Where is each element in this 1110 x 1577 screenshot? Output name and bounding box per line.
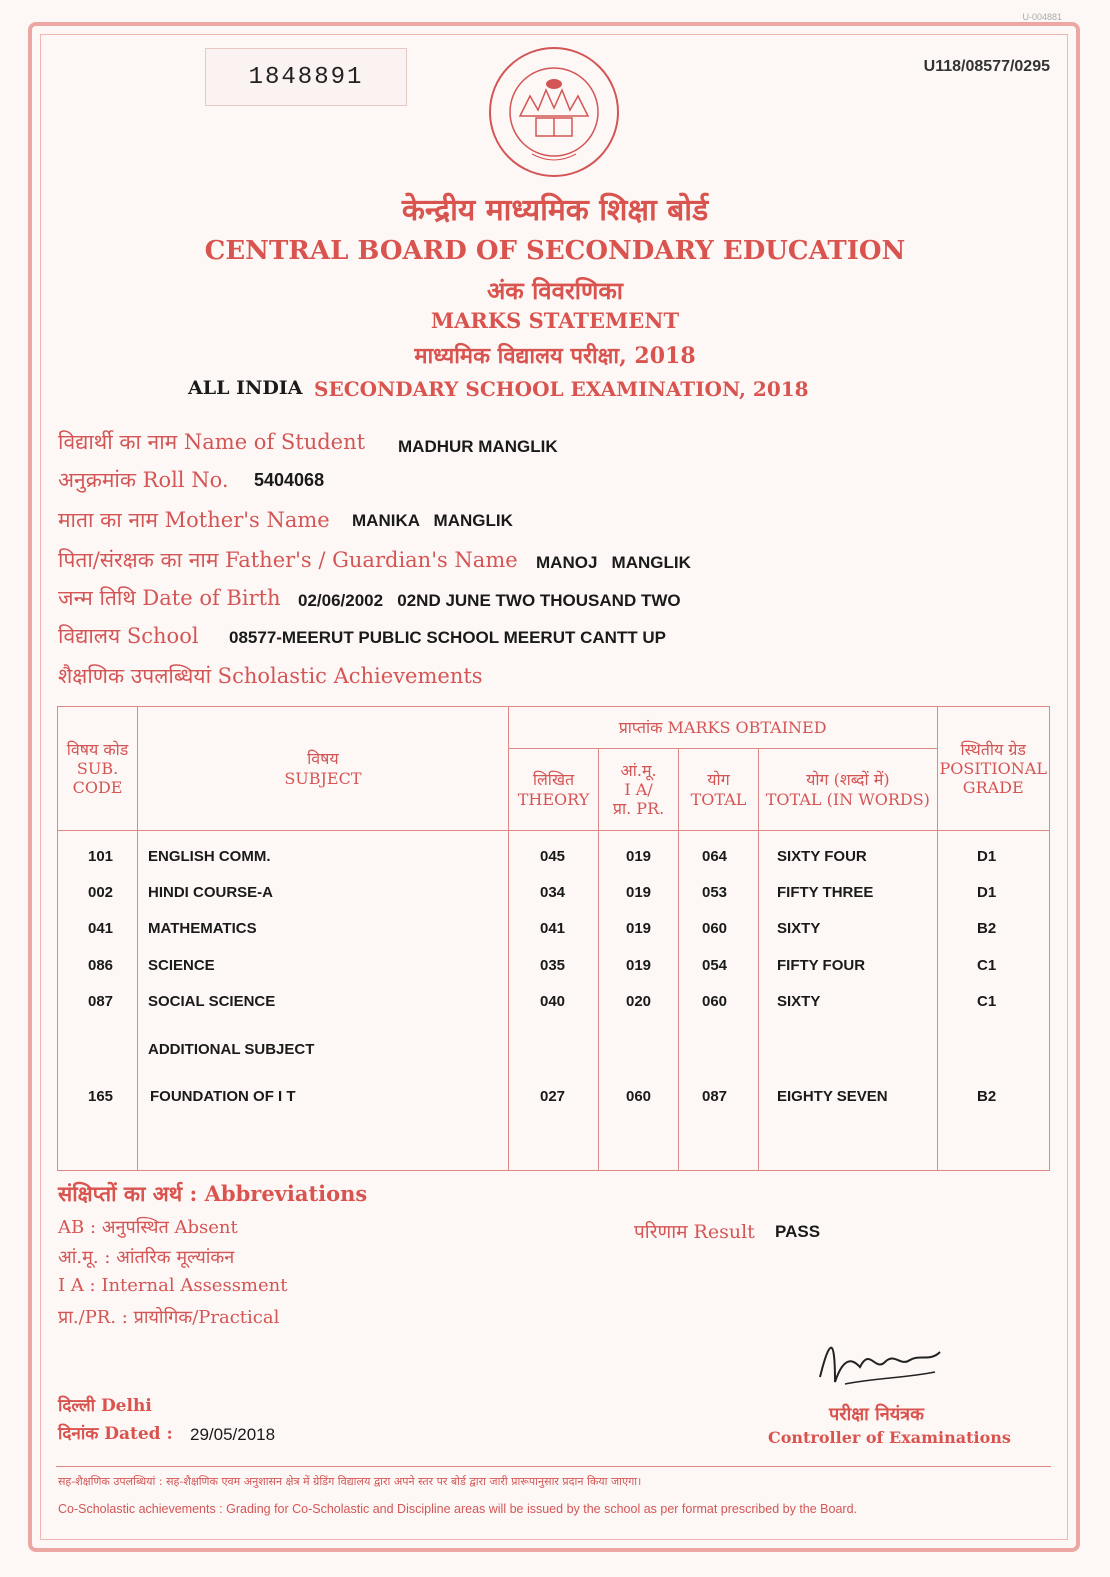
row-theory: 045 — [540, 848, 566, 865]
abbreviation-internal-hindi: आं.मू. : आंतरिक मूल्यांकन — [58, 1247, 235, 1268]
controller-title-english: Controller of Examinations — [768, 1428, 1011, 1447]
row-words: SIXTY — [777, 920, 821, 937]
row-grade: B2 — [977, 920, 997, 937]
row-grade: C1 — [977, 957, 997, 974]
row-code: 086 — [88, 957, 114, 974]
co-scholastic-note-english: Co-Scholastic achievements : Grading for Co-Scholastic and Discipline areas will be issued by the school as per format prescribed by the Board. — [58, 1502, 857, 1516]
header-theory: लिखित THEORY — [508, 749, 599, 831]
header-subject: विषय SUBJECT — [138, 707, 509, 831]
statement-title-hindi: अंक विवरणिका — [486, 276, 624, 305]
row-ia: 019 — [626, 884, 652, 901]
issue-date: 29/05/2018 — [190, 1425, 276, 1444]
additional-row-ia: 060 — [626, 1088, 652, 1105]
co-scholastic-note-hindi: सह-शैक्षणिक उपलब्धियां : सह-शैक्षणिक एवम अनुशासन क्षेत्र में ग्रेडिंग विद्यालय द्वारा अपने स्तर पर बोर्ड द्वारा जारी प्रारूपानुसार प्रदान किया जाएगा। — [58, 1475, 642, 1488]
additional-subject-label: ADDITIONAL SUBJECT — [148, 1041, 315, 1058]
abbreviation-practical: प्रा./PR. : प्रायोगिक/Practical — [58, 1307, 280, 1328]
row-total: 060 — [702, 993, 728, 1010]
row-theory: 035 — [540, 957, 566, 974]
additional-row-words: EIGHTY SEVEN — [777, 1088, 888, 1105]
scholastic-achievements-label: शैक्षणिक उपलब्धियां Scholastic Achievements — [58, 664, 483, 688]
row-subject: HINDI COURSE-A — [148, 884, 274, 901]
row-ia: 019 — [626, 848, 652, 865]
row-grade: D1 — [977, 848, 997, 865]
controller-title-hindi: परीक्षा नियंत्रक — [829, 1404, 924, 1425]
row-ia: 019 — [626, 920, 652, 937]
row-theory: 040 — [540, 993, 566, 1010]
mother-name-label: माता का नाम Mother's Name — [58, 508, 330, 532]
row-grade: C1 — [977, 993, 997, 1010]
board-name-english: CENTRAL BOARD OF SECONDARY EDUCATION — [204, 236, 906, 266]
mother-name: MANIKA MANGLIK — [352, 511, 513, 530]
serial-number: 1848891 — [205, 48, 407, 106]
header-marks-obtained: प्राप्तांक MARKS OBTAINED — [508, 707, 937, 749]
row-theory: 041 — [540, 920, 566, 937]
all-india-label: ALL INDIA — [188, 377, 303, 399]
additional-row-grade: B2 — [977, 1088, 997, 1105]
date-of-birth: 02/06/2002 02ND JUNE TWO THOUSAND TWO — [298, 591, 681, 610]
row-subject: ENGLISH COMM. — [148, 848, 271, 865]
row-code: 087 — [88, 993, 114, 1010]
additional-row-code: 165 — [88, 1088, 114, 1105]
row-total: 064 — [702, 848, 728, 865]
father-name: MANOJ MANGLIK — [536, 553, 691, 572]
row-subject: SCIENCE — [148, 957, 215, 974]
additional-row-theory: 027 — [540, 1088, 566, 1105]
footer-divider — [56, 1466, 1051, 1467]
exam-title-hindi: माध्यमिक विद्यालय परीक्षा, 2018 — [414, 343, 696, 369]
signature — [815, 1332, 945, 1392]
row-grade: D1 — [977, 884, 997, 901]
result-value: PASS — [775, 1222, 821, 1241]
row-total: 053 — [702, 884, 728, 901]
row-words: FIFTY FOUR — [777, 957, 866, 974]
reference-number: U118/08577/0295 — [923, 58, 1050, 75]
father-name-label: पिता/संरक्षक का नाम Father's / Guardian's Name — [58, 548, 518, 572]
row-code: 041 — [88, 920, 114, 937]
header-positional-grade: स्थितीय ग्रेड POSITIONAL GRADE — [937, 707, 1050, 831]
row-words: FIFTY THREE — [777, 884, 874, 901]
school-label: विद्यालय School — [58, 624, 199, 648]
abbreviation-absent: AB : अनुपस्थित Absent — [58, 1217, 238, 1238]
row-total: 054 — [702, 957, 728, 974]
abbreviations-title: संक्षिप्तों का अर्थ : Abbreviations — [58, 1181, 368, 1206]
abbreviation-internal-assessment: I A : Internal Assessment — [58, 1275, 288, 1296]
cbse-seal-icon — [486, 44, 622, 180]
row-ia: 019 — [626, 957, 652, 974]
row-code: 002 — [88, 884, 114, 901]
student-name: MADHUR MANGLIK — [398, 437, 558, 456]
dob-label: जन्म तिथि Date of Birth — [58, 586, 281, 610]
additional-row-total: 087 — [702, 1088, 728, 1105]
place-of-issue: दिल्ली Delhi — [58, 1396, 152, 1416]
row-total: 060 — [702, 920, 728, 937]
exam-title-english: SECONDARY SCHOOL EXAMINATION, 2018 — [314, 377, 809, 401]
row-code: 101 — [88, 848, 114, 865]
header-total: योग TOTAL — [678, 749, 758, 831]
row-subject: MATHEMATICS — [148, 920, 257, 937]
header-internal-assessment: आं.मू. I A/ प्रा. PR. — [599, 749, 679, 831]
row-theory: 034 — [540, 884, 566, 901]
roll-number: 5404068 — [254, 470, 325, 490]
result-label: परिणाम Result — [634, 1221, 755, 1243]
student-name-label: विद्यार्थी का नाम Name of Student — [58, 430, 366, 454]
row-ia: 020 — [626, 993, 652, 1010]
row-subject: SOCIAL SCIENCE — [148, 993, 276, 1010]
school-name: 08577-MEERUT PUBLIC SCHOOL MEERUT CANTT UP — [229, 628, 667, 647]
header-total-in-words: योग (शब्दों में) TOTAL (IN WORDS) — [759, 749, 937, 831]
additional-row-subject: FOUNDATION OF I T — [150, 1088, 296, 1105]
dated-label: दिनांक Dated : — [58, 1424, 173, 1444]
row-words: SIXTY — [777, 993, 821, 1010]
board-name-hindi: केन्द्रीय माध्यमिक शिक्षा बोर्ड — [401, 193, 709, 228]
roll-number-label: अनुक्रमांक Roll No. — [58, 468, 229, 492]
corner-code: U-004881 — [1022, 12, 1062, 22]
header-sub-code: विषय कोड SUB. CODE — [58, 707, 138, 831]
row-words: SIXTY FOUR — [777, 848, 867, 865]
statement-title-english: MARKS STATEMENT — [430, 308, 680, 333]
